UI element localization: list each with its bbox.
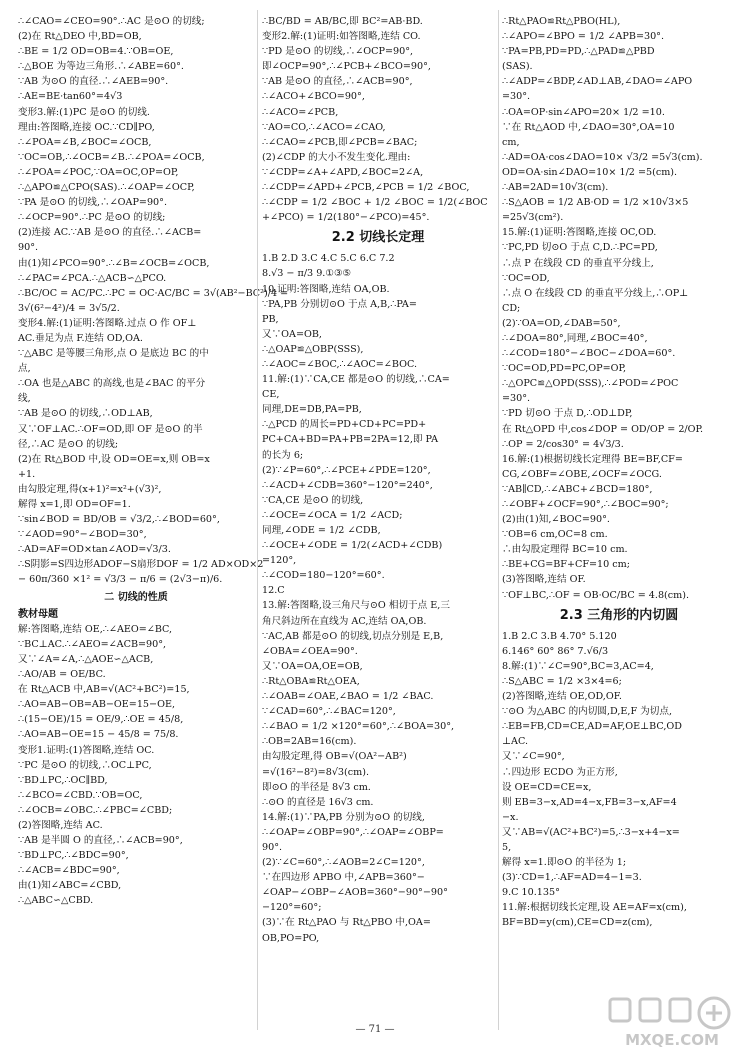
text-line: ∴Rt△PAO≌Rt△PBO(HL), [502,16,621,27]
text-line: ∵∠CDP=∠A+∠APD,∠BOC=2∠A, [262,166,424,178]
text-line: 90°. [262,841,283,853]
text-line: 又∵AB=√(AC²+BC²)=5,∴3−x+4−x= [502,826,680,838]
text-line: ∵PC,PD 切⊙O 于点 C,D.∴PC=PD, [502,242,658,254]
text-line: ∴∠DOA=80°,同理,∠BOC=40°, [502,332,648,344]
text-line: 90°. [18,242,39,254]
text-line: ∴∠OCP=90°.∴PC 是⊙O 的切线; [18,212,166,224]
text-line: ∵AB 是⊙O 的切线,∴OD⊥AB, [18,408,153,420]
text-line: ∵PA=PB,PD=PD,∴△PAD≌△PBD [502,46,655,58]
text-line: 又∵∠C=90°, [502,751,565,763]
text-line: ∵AO=CO,∴∠ACO=∠CAO, [262,121,386,133]
text-line: ∴∠AOC=∠BOC,∴∠AOC=∠BOC. [262,358,417,370]
text-line: 14.解:(1)∵PA,PB 分别为⊙O 的切线, [262,811,425,823]
text-line: ∵在四边形 APBO 中,∠APB=360°− [262,872,425,884]
text-line: 在 Rt△OPD 中,cos∠DOP = OD/OP = 2/OP. [502,423,704,435]
text-line: ∴由勾股定理得 BC=10 cm. [502,544,628,556]
text-line: ∵CA,CE 是⊙O 的切线, [262,494,364,506]
text-line: ∵OF⊥BC,∴OF = OB·OC/BC = 4.8(cm). [502,589,690,601]
text-line: 16.解:(1)根据切线长定理得 BE=BF,CF= [502,453,683,465]
column-divider [498,10,499,1030]
text-line: ∴∠COD=180°−∠BOC−∠DOA=60°. [502,348,676,360]
text-line: − 60π/360 ×1² = √3/3 − π/6 = (2√3−π)/6. [18,574,223,586]
text-line: ∴AE=BE·tan60°=4√3 [18,91,123,103]
watermark-text: MXQE.COM [625,1031,719,1049]
text-line: (3)答图略,连结 OF. [502,574,586,586]
text-line: +1. [18,468,36,480]
text-line: 理由:答图略,连接 OC.∵CD∥PO, [18,121,155,133]
text-line: ∴点 P 在线段 CD 的垂直平分线上, [502,257,654,269]
text-line: ∠OBA=∠OEA=90°. [262,645,358,657]
text-line: (2)答图略,连结 OE,OD,OF. [502,691,622,703]
column-divider [257,10,258,1030]
subsection-heading: 教材母题 [18,608,58,620]
text-line: ∴∠ACB=∠BDC=90°, [18,865,120,877]
text-line: 13.解:答图略,设三角尺与⊙O 相切于点 E,三 [262,600,450,612]
text-line: 变形2.解:(1)证明:如答图略,连结 CO. [262,31,421,43]
text-line: ∵△ABC 是等腰三角形,点 O 是底边 BC 的中 [18,348,209,360]
text-line: ∴∠CDP=∠APD+∠PCB,∠PCB = 1/2 ∠BOC, [262,182,470,194]
text-line: ∴BE = 1/2 OD=OB=4.∵OB=OE, [18,46,174,58]
text-line: ∵AB∥CD,∴∠ABC+∠BCD=180°, [502,483,653,495]
text-line: cm, [502,136,520,148]
text-line: ∴EB=FB,CD=CE,AD=AF,OE⊥BC,OD [502,721,682,733]
text-line: ∴∠CAO=∠PCB,即∠PCB=∠BAC; [262,136,418,148]
text-line: ∴AO=AB−OB=AB−OE=15−OE, [18,699,175,711]
text-line: ∴∠ACO+∠BCO=90°, [262,91,365,103]
text-line: ∴∠OCE+∠ODE = 1/2(∠ACD+∠CDB) [262,540,443,552]
text-line: ∴S△ABC = 1/2 ×3×4=6; [502,675,622,687]
text-line: +∠PCO) = 1/2(180°−∠PCO)=45°. [262,212,430,224]
text-line: 即∠OCP=90°,∴∠PCB+∠BCO=90°, [262,61,431,73]
text-line: ∠OAP−∠OBP−∠AOB=360°−90°−90° [262,887,448,899]
text-line: ∴△ABC∽△CBD. [18,895,94,907]
text-line: ∵AB 为⊙O 的直径.∴∠AEB=90°. [18,76,169,88]
text-line: ∴∠ACD+∠CDB=360°−120°=240°, [262,479,433,491]
text-line: ∵AB 是半圆 O 的直径,∴∠ACB=90°, [18,835,183,847]
text-line: 角尺斜边所在直线为 AC,连结 OA,OB. [262,615,427,627]
text-line: 6.146° 60° 86° 7.√6/3 [502,645,609,657]
text-line: ∵OC=OD,PD=PC,OP=OP, [502,363,627,375]
text-line: (3)∵在 Rt△PAO 与 Rt△PBO 中,OA= [262,917,431,929]
text-line: PB, [262,313,279,325]
text-line: ∴∠APO=∠BPO = 1/2 ∠APB=30°. [502,31,665,43]
text-line: 又∵OF⊥AC.∴OF=OD,即 OF 是⊙O 的半 [18,423,203,435]
text-line: 解得 x=1,即 OD=OF=1. [18,499,131,510]
text-line: 1.B 2.D 3.C 4.C 5.C 6.C 7.2 [262,253,395,265]
subsection-heading: 二 切线的性质 [104,591,168,603]
text-line: PC+CA+BD=PA+PB=2PA=12,即 PA [262,434,439,446]
text-line: ∴OP = 2/cos30° = 4√3/3. [502,438,624,450]
text-line: ∴∠OBF+∠OCF=90°,∴∠BOC=90°; [502,499,669,510]
text-line: ∴⊙O 的直径是 16√3 cm. [262,796,374,808]
text-line: ∵OC=OB,∴∠OCB=∠B.∴∠POA=∠OCB, [18,151,205,163]
text-line: ∴OA=OP·sin∠APO=20× 1/2 =10. [502,106,665,118]
text-line: 点, [18,363,31,375]
text-line: ∵PA 是⊙O 的切线,∴∠OAP=90°. [18,197,168,209]
text-line: 变形1.证明:(1)答图略,连结 OC. [18,744,155,756]
text-line: ∴(15−OE)/15 = OE/9,∴OE = 45/8, [18,714,184,726]
text-line: 由勾股定理,得 OB=√(OA²−AB²) [262,751,407,763]
text-line: CG,∠OBF=∠OBE,∠OCF=∠OCG. [502,468,662,480]
text-line: ∴△APO≌△CPO(SAS).∴∠OAP=∠OCP, [18,182,195,194]
text-line: OB,PO=PO, [262,932,320,944]
text-line: ∴∠POA=∠POC,∵OA=OC,OP=OP, [18,166,179,178]
text-line: ∴四边形 ECDO 为正方形, [502,766,618,778]
text-line: 即⊙O 的半径是 8√3 cm. [262,781,371,793]
text-line: 11.解:(1)∵CA,CE 都是⊙O 的切线,∴CA= [262,374,450,386]
text-line: ∴AB=2AD=10√3(cm). [502,182,609,194]
column-middle [262,14,494,946]
text-line: ∵BD⊥PC,∴∠BDC=90°, [18,850,129,862]
text-line: ∴△OAP≌△OBP(SSS), [262,343,364,355]
text-line: 解:答图略,连结 OE,∴∠AEO=∠BC, [18,623,173,635]
text-line: ∴OA 也是△ABC 的高线,也是∠BAC 的平分 [18,378,206,390]
text-line: (SAS). [502,61,533,73]
text-line: ∴BC/OC = AC/PC.∴PC = OC·AC/BC = 3√(AB²−BC²)/4 = [18,287,289,299]
text-line: ∴OB=2AB=16(cm). [262,736,357,748]
text-line: 变形3.解:(1)PC 是⊙O 的切线. [18,106,150,118]
text-line: (2)在 Rt△DEO 中,BD=OB, [18,31,142,43]
text-line: ∴∠CAO=∠CEO=90°.∴AC 是⊙O 的切线; [18,16,205,27]
text-line: ∴点 O 在线段 CD 的垂直平分线上,∴OP⊥ [502,287,689,299]
text-line: ∵OB=6 cm,OC=8 cm. [502,529,608,541]
text-line: 径,∴AC 是⊙O 的切线; [18,438,119,450]
text-line: 12.C [262,585,285,597]
text-line: BF=BD=y(cm),CE=CD=z(cm), [502,917,653,929]
text-line: ∵PC 是⊙O 的切线,∴OC⊥PC, [18,759,152,771]
text-line: =√(16²−8²)=8√3(cm). [262,766,370,778]
text-line: 3√(6²−4²)/4 = 3√5/2. [18,302,120,314]
text-line: ∴Rt△OBA≌Rt△OEA, [262,675,360,687]
text-line: ∴∠BCO=∠CBD.∵OB=OC, [18,789,143,801]
text-line: −120°=60°; [262,902,322,914]
section-heading: 2.2 切线长定理 [331,230,425,246]
text-line: ∵BD⊥PC,∴OC∥BD, [18,774,108,786]
text-line: (2)由(1)知,∠BOC=90°. [502,514,610,526]
text-line: ∵AC,AB 都是⊙O 的切线,切点分别是 E,B, [262,630,444,642]
text-line: ∴BE+CG=BF+CF=10 cm; [502,559,630,571]
text-line: 5, [502,841,512,853]
text-line: ∵BC⊥AC.∴∠AEO=∠ACB=90°, [18,638,167,650]
text-line: ⊥AC. [502,736,528,748]
text-line: 则 EB=3−x,AD=4−x,FB=3−x,AF=4 [502,796,677,808]
text-line: 设 OE=CD=CE=x, [502,781,592,793]
text-line: CD; [502,302,521,314]
text-line: 变形4.解:(1)证明:答图略.过点 O 作 OF⊥ [18,317,197,329]
text-line: 同理,DE=DB,PA=PB, [262,404,362,416]
text-line: 又∵∠A=∠A,∴△AOE∽△ACB, [18,653,154,665]
text-line: =30°. [502,393,531,405]
text-line: ∴∠ADP=∠BDP,∠AD⊥AB,∠DAO=∠APO [502,76,693,88]
text-line: =120°, [262,555,297,567]
text-line: (2)答图略,连结 AC. [18,819,103,831]
watermark-logo-icon [602,993,742,1051]
text-line: ∴BC/BD = AB/BC,即 BC²=AB·BD. [262,16,423,27]
text-line: ∴AO=AB−OE=15 − 45/8 = 75/8. [18,729,179,741]
text-line: (2)在 Rt△BOD 中,设 OD=OE=x,则 OB=x [18,453,210,465]
text-line: ∵PD 切⊙O 于点 D,∴OD⊥DP, [502,408,633,420]
text-line: ∴∠OAP=∠OBP=90°,∴∠OAP=∠OBP= [262,826,444,838]
text-line: 的长为 6; [262,449,304,461]
text-line: CE, [262,389,280,401]
text-line: (2)∵∠P=60°,∴∠PCE+∠PDE=120°, [262,464,431,476]
text-line: ∴∠OCE=∠OCA = 1/2 ∠ACD; [262,509,403,521]
text-line: 由勾股定理,得(x+1)²=x²+(√3)², [18,483,162,495]
text-line: ∴∠PAC=∠PCA.∴△ACB∽△PCO. [18,272,167,284]
text-line: (2)∠CDP 的大小不发生变化.理由: [262,151,411,163]
text-line: ∵在 Rt△AOD 中,∠DAO=30°,OA=10 [502,121,675,133]
text-line: =25√3(cm²). [502,212,564,224]
text-line: ∵PA,PB 分别切⊙O 于点 A,B,∴PA= [262,298,417,310]
text-line: ∵⊙O 为△ABC 的内切圆,D,E,F 为切点, [502,706,672,718]
text-line: ∴△BOE 为等边三角形.∴∠ABE=60°. [18,61,184,73]
text-line: (2)∵OA=OD,∠DAB=50°, [502,317,621,329]
text-line: ∴∠OAB=∠OAE,∠BAO = 1/2 ∠BAC. [262,691,434,703]
text-line: ∵∠AOD=90°−∠BOD=30°, [18,529,147,541]
text-line: −x. [502,811,519,823]
text-line: (2)∵∠C=60°,∴∠AOB=2∠C=120°, [262,857,425,869]
page-number: — 71 — [355,1024,395,1035]
text-line: 线, [18,393,31,405]
section-heading: 2.3 三角形的内切圆 [559,607,679,623]
text-line: ∵sin∠BOD = BD/OB = √3/2,∴∠BOD=60°, [18,514,220,526]
text-line: 1.B 2.C 3.B 4.70° 5.120 [502,630,617,642]
text-line: 8.√3 − π/3 9.①③⑤ [262,268,352,280]
text-line: 又∵OA=OB, [262,328,322,340]
text-line: 同理,∠ODE = 1/2 ∠CDB, [262,525,381,536]
text-line: ∴△OPC≌△OPD(SSS),∴∠POD=∠POC [502,378,679,390]
text-line: 在 Rt△ACB 中,AB=√(AC²+BC²)=15, [18,684,190,696]
text-line: ∴AO/AB = OE/BC. [18,669,106,681]
text-line: 解得 x=1.即⊙O 的半径为 1; [502,857,627,869]
text-line: ∵OC=OD, [502,272,550,284]
text-line: 又∵OA=OA,OE=OB, [262,660,363,672]
text-line: ∴∠BAO = 1/2 ×120°=60°,∴∠BOA=30°, [262,721,455,733]
text-line: ∴S△AOB = 1/2 AB·OD = 1/2 ×10√3×5 [502,197,689,209]
text-line: 11.解:根据切线长定理,设 AE=AF=x(cm), [502,902,687,914]
text-line: ∴S阴影=S四边形ADOF−S扇形DOF = 1/2 AD×OD×2 [18,559,264,571]
text-line: ∴△PCD 的周长=PD+CD+PC=PD+ [262,419,427,431]
text-line: AC.垂足为点 F.连结 OD,OA. [18,332,143,344]
text-line: 9.C 10.135° [502,887,560,899]
column-right [502,14,736,931]
text-line: 由(1)知∠PCO=90°.∴∠B=∠OCB=∠OCB, [18,257,210,269]
text-line: ∴∠POA=∠B,∠BOC=∠OCB, [18,136,152,148]
text-line: ∵PD 是⊙O 的切线,∴∠OCP=90°, [262,46,414,58]
text-line: ∵∠CAD=60°,∴∠BAC=120°, [262,706,396,718]
text-line: 10.证明:答图略,连结 OA,OB. [262,283,390,295]
text-line: 15.解:(1)证明:答图略,连接 OC,OD. [502,227,657,239]
text-line: ∴∠OCB=∠OBC.∴∠PBC=∠CBD; [18,804,173,816]
text-line: ∴∠ACO=∠PCB, [262,106,339,118]
text-line: ∴AD=OA·cos∠DAO=10× √3/2 =5√3(cm). [502,151,703,163]
text-line: 8.解:(1)∵∠C=90°,BC=3,AC=4, [502,660,654,672]
text-line: (2)连接 AC.∵AB 是⊙O 的直径.∴∠ACB= [18,227,202,239]
text-line: ∴∠CDP = 1/2 ∠BOC + 1/2 ∠BOC = 1/2(∠BOC [262,197,488,209]
text-line: ∵AB 是⊙O 的直径,∴∠ACB=90°, [262,76,413,88]
text-line: ∴∠COD=180−120°=60°. [262,570,385,582]
text-line: OD=OA·sin∠DAO=10× 1/2 =5(cm). [502,166,678,178]
text-line: =30°. [502,91,531,103]
text-line: 由(1)知∠ABC=∠CBD, [18,880,122,892]
text-line: (3)∵CD=1,∴AF=AD=4−1=3. [502,872,642,884]
text-line: ∴AD=AF=OD×tan∠AOD=√3/3. [18,544,171,556]
